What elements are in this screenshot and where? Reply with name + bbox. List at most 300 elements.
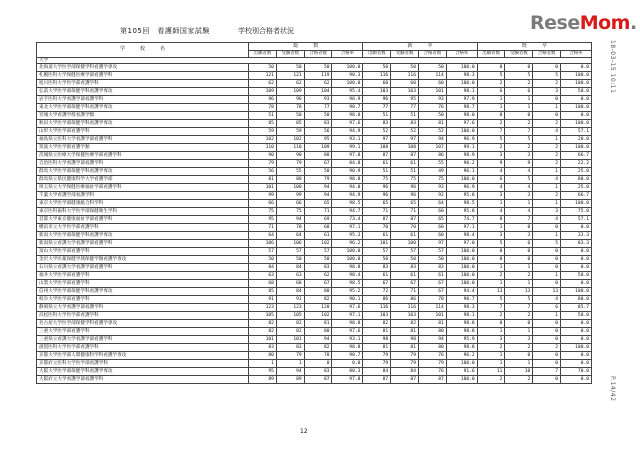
cell-value: 4 bbox=[505, 168, 533, 176]
cell-value: 95.4 bbox=[332, 88, 363, 96]
cell-value: 51 bbox=[391, 168, 419, 176]
cell-value: 1 bbox=[477, 224, 505, 232]
report-title: 学校別合格者状況 bbox=[238, 27, 294, 35]
table-row bbox=[37, 168, 592, 176]
cell-value: 0.0 bbox=[561, 224, 592, 232]
cell-value: 91.6 bbox=[446, 368, 477, 376]
cell-value: 99 bbox=[249, 192, 277, 200]
cell-value: 116 bbox=[363, 304, 391, 312]
cell-value: 1 bbox=[533, 168, 561, 176]
category-label: 大学 bbox=[37, 58, 592, 64]
cell-value: 70 bbox=[363, 224, 391, 232]
fax-stamp: 18-03-15 10:11 bbox=[609, 40, 616, 94]
cell-value: 100.0 bbox=[332, 64, 363, 72]
cell-value: 57 bbox=[418, 248, 446, 256]
cell-value: 1 bbox=[533, 312, 561, 320]
cell-value: 51 bbox=[363, 112, 391, 120]
school-name: 首都大学東京健康福祉学部看護学科 bbox=[37, 216, 249, 224]
cell-value: 7 bbox=[505, 304, 533, 312]
table-row bbox=[37, 152, 592, 160]
school-name: 大阪大学医学部保健学科看護学専攻 bbox=[37, 368, 249, 376]
cell-value: 100.0 bbox=[446, 272, 477, 280]
header-subcol: 合格率 bbox=[446, 51, 477, 58]
cell-value: 63 bbox=[249, 272, 277, 280]
cell-value: 65 bbox=[304, 200, 332, 208]
cell-value: 108 bbox=[363, 144, 391, 152]
cell-value: 84 bbox=[276, 264, 304, 272]
cell-value: 100.0 bbox=[332, 248, 363, 256]
table-row bbox=[37, 88, 592, 96]
header-subcol: 受験者数 bbox=[276, 51, 304, 58]
cell-value: 81 bbox=[363, 344, 391, 352]
cell-value: 1 bbox=[533, 104, 561, 112]
cell-value: 100.0 bbox=[446, 264, 477, 272]
cell-value: 81 bbox=[304, 320, 332, 328]
cell-value: 79 bbox=[418, 360, 446, 368]
cell-value: 90 bbox=[249, 152, 277, 160]
cell-value: 96.9 bbox=[446, 136, 477, 144]
cell-value: 85 bbox=[249, 288, 277, 296]
school-name: 静岡県立大学看護学部看護学科 bbox=[37, 304, 249, 312]
cell-value: 2 bbox=[533, 144, 561, 152]
cell-value: 93 bbox=[304, 96, 332, 104]
cell-value: 0 bbox=[477, 256, 505, 264]
cell-value: 0.0 bbox=[561, 264, 592, 272]
cell-value: 99.1 bbox=[446, 144, 477, 152]
cell-value: 87 bbox=[391, 376, 419, 384]
cell-value: 50 bbox=[363, 64, 391, 72]
cell-value: 60 bbox=[391, 80, 419, 88]
header-subcol: 受験者数 bbox=[505, 51, 533, 58]
cell-value: 106 bbox=[249, 240, 277, 248]
cell-value: 76 bbox=[418, 104, 446, 112]
cell-value: 1 bbox=[505, 264, 533, 272]
cell-value: 3 bbox=[505, 192, 533, 200]
cell-value: 0 bbox=[477, 64, 505, 72]
cell-value: 97.6 bbox=[332, 304, 363, 312]
cell-value: 50 bbox=[304, 64, 332, 72]
header-subcol: 出願者数 bbox=[249, 51, 277, 58]
cell-value: 98.8 bbox=[332, 320, 363, 328]
cell-value: 88.3 bbox=[332, 368, 363, 376]
cell-value: 0.0 bbox=[561, 352, 592, 360]
cell-value: 67 bbox=[304, 160, 332, 168]
cell-value: 0.0 bbox=[561, 248, 592, 256]
cell-value: 0.0 bbox=[561, 112, 592, 120]
cell-value: 1 bbox=[477, 352, 505, 360]
cell-value: 87 bbox=[391, 216, 419, 224]
cell-value: 83 bbox=[391, 120, 419, 128]
cell-value: 87 bbox=[304, 376, 332, 384]
cell-value: 50 bbox=[363, 256, 391, 264]
cell-value: 0 bbox=[533, 360, 561, 368]
cell-value: 94 bbox=[304, 192, 332, 200]
school-name: 弘前大学医学部保健学科看護学専攻 bbox=[37, 88, 249, 96]
cell-value: 0 bbox=[533, 96, 561, 104]
cell-value: 1 bbox=[477, 328, 505, 336]
cell-value: 50 bbox=[418, 64, 446, 72]
cell-value: 98.8 bbox=[332, 344, 363, 352]
cell-value: 62 bbox=[249, 80, 277, 88]
cell-value: 83 bbox=[304, 368, 332, 376]
school-name: 茨城県立医療大学保健医療学部看護学科 bbox=[37, 152, 249, 160]
table-row bbox=[37, 72, 592, 80]
cell-value: 3 bbox=[477, 232, 505, 240]
cell-value: 104 bbox=[304, 88, 332, 96]
table-row bbox=[37, 184, 592, 192]
cell-value: 68 bbox=[304, 224, 332, 232]
cell-value: 95 bbox=[304, 136, 332, 144]
school-name: 京都大学医学部人間健康科学科看護学専攻 bbox=[37, 352, 249, 360]
cell-value: 109 bbox=[304, 144, 332, 152]
cell-value: 0.0 bbox=[561, 280, 592, 288]
cell-value: 71 bbox=[391, 208, 419, 216]
results-body bbox=[37, 64, 592, 384]
cell-value: 2 bbox=[533, 120, 561, 128]
cell-value: 7 bbox=[505, 216, 533, 224]
cell-value: 5 bbox=[505, 136, 533, 144]
cell-value: 7 bbox=[477, 304, 505, 312]
cell-value: 100.0 bbox=[561, 288, 592, 296]
cell-value: 60 bbox=[363, 80, 391, 88]
school-name: 京都府立医科大学医学部看護学科 bbox=[37, 360, 249, 368]
cell-value: 91 bbox=[249, 296, 277, 304]
cell-value: 0.0 bbox=[332, 360, 363, 368]
cell-value: 106 bbox=[276, 240, 304, 248]
cell-value: 98.5 bbox=[446, 200, 477, 208]
cell-value: 80.0 bbox=[561, 296, 592, 304]
cell-value: 96 bbox=[363, 96, 391, 104]
school-name: 岩手医科大学看護学部看護学科 bbox=[37, 96, 249, 104]
cell-value: 82 bbox=[363, 320, 391, 328]
cell-value: 81 bbox=[418, 120, 446, 128]
cell-value: 0 bbox=[505, 112, 533, 120]
school-name: 東京医科歯科大学医学部保健衛生学科 bbox=[37, 208, 249, 216]
cell-value: 107 bbox=[418, 144, 446, 152]
cell-value: 100.0 bbox=[561, 72, 592, 80]
cell-value: 86 bbox=[418, 152, 446, 160]
cell-value: 52 bbox=[363, 128, 391, 136]
cell-value: 71 bbox=[363, 208, 391, 216]
cell-value: 81 bbox=[249, 176, 277, 184]
cell-value: 64 bbox=[249, 232, 277, 240]
table-row bbox=[37, 192, 592, 200]
cell-value: 96 bbox=[391, 184, 419, 192]
cell-value: 75 bbox=[391, 176, 419, 184]
cell-value: 100.0 bbox=[446, 80, 477, 88]
cell-value: 61 bbox=[391, 272, 419, 280]
cell-value: 61 bbox=[391, 160, 419, 168]
cell-value: 98.8 bbox=[332, 264, 363, 272]
table-row bbox=[37, 208, 592, 216]
page-number: 12 bbox=[300, 428, 308, 435]
cell-value: 6 bbox=[477, 88, 505, 96]
resemom-logo bbox=[530, 12, 637, 34]
cell-value: 2 bbox=[505, 120, 533, 128]
cell-value: 67 bbox=[304, 280, 332, 288]
cell-value: 0 bbox=[477, 320, 505, 328]
table-row bbox=[37, 280, 592, 288]
cell-value: 75 bbox=[418, 176, 446, 184]
cell-value: 65 bbox=[418, 216, 446, 224]
cell-value: 60 bbox=[418, 80, 446, 88]
table-row bbox=[37, 80, 592, 88]
cell-value: 4 bbox=[533, 176, 561, 184]
cell-value: 6 bbox=[477, 176, 505, 184]
cell-value: 0.0 bbox=[561, 328, 592, 336]
cell-value: 5 bbox=[505, 296, 533, 304]
cell-value: 101 bbox=[418, 88, 446, 96]
cell-value: 66.7 bbox=[561, 192, 592, 200]
cell-value: 82 bbox=[304, 296, 332, 304]
table-row bbox=[37, 296, 592, 304]
cell-value: 96.2 bbox=[332, 240, 363, 248]
cell-value: 83 bbox=[249, 344, 277, 352]
cell-value: 109 bbox=[249, 88, 277, 96]
cell-value: 83 bbox=[363, 264, 391, 272]
cell-value: 2 bbox=[505, 344, 533, 352]
cell-value: 6 bbox=[505, 240, 533, 248]
cell-value: 11 bbox=[477, 368, 505, 376]
cell-value: 80 bbox=[304, 288, 332, 296]
cell-value: 79 bbox=[304, 176, 332, 184]
cell-value: 50 bbox=[249, 64, 277, 72]
school-name: 群馬大学医学部保健学科看護学専攻 bbox=[37, 168, 249, 176]
cell-value: 51 bbox=[249, 112, 277, 120]
table-row bbox=[37, 288, 592, 296]
cell-value: 0 bbox=[533, 280, 561, 288]
cell-value: 87 bbox=[418, 376, 446, 384]
cell-value: 109 bbox=[276, 88, 304, 96]
cell-value: 0 bbox=[533, 248, 561, 256]
cell-value: 94.9 bbox=[332, 192, 363, 200]
cell-value: 98.8 bbox=[446, 320, 477, 328]
cell-value: 100 bbox=[276, 184, 304, 192]
cell-value: 2 bbox=[505, 376, 533, 384]
cell-value: 5 bbox=[477, 296, 505, 304]
cell-value: 0 bbox=[505, 320, 533, 328]
header-subcol: 合格者数 bbox=[418, 51, 446, 58]
header-group-new: 新 卒 bbox=[363, 43, 477, 51]
cell-value: 62 bbox=[304, 80, 332, 88]
cell-value: 51 bbox=[391, 112, 419, 120]
cell-value: 97.0 bbox=[446, 240, 477, 248]
cell-value: 82 bbox=[304, 344, 332, 352]
header-subcol: 受験者数 bbox=[391, 51, 419, 58]
cell-value: 60 bbox=[418, 232, 446, 240]
cell-value: 1 bbox=[505, 280, 533, 288]
cell-value: 4 bbox=[533, 296, 561, 304]
cell-value: 0 bbox=[533, 256, 561, 264]
cell-value: 114 bbox=[418, 304, 446, 312]
cell-value: 102 bbox=[276, 136, 304, 144]
cell-value: 97 bbox=[363, 136, 391, 144]
cell-value: 71 bbox=[391, 288, 419, 296]
cell-value: 87 bbox=[363, 152, 391, 160]
cell-value: 94 bbox=[304, 184, 332, 192]
cell-value: 97.6 bbox=[332, 328, 363, 336]
cell-value: 105 bbox=[249, 312, 277, 320]
table-row bbox=[37, 96, 592, 104]
cell-value: 85.7 bbox=[561, 304, 592, 312]
school-name: 新潟県立看護大学看護学部看護学科 bbox=[37, 240, 249, 248]
cell-value: 83 bbox=[304, 264, 332, 272]
cell-value: 4 bbox=[533, 128, 561, 136]
cell-value: 80 bbox=[249, 352, 277, 360]
cell-value: 76 bbox=[418, 368, 446, 376]
cell-value: 88 bbox=[304, 152, 332, 160]
cell-value: 55 bbox=[276, 168, 304, 176]
school-name: 群馬県立県民健康科学大学看護学部 bbox=[37, 176, 249, 184]
header-subcol: 合格率 bbox=[332, 51, 363, 58]
cell-value: 94 bbox=[304, 336, 332, 344]
cell-value: 0 bbox=[477, 248, 505, 256]
cell-value: 97.8 bbox=[332, 376, 363, 384]
cell-value: 83 bbox=[391, 264, 419, 272]
cell-value: 100.0 bbox=[446, 376, 477, 384]
cell-value: 103 bbox=[391, 312, 419, 320]
school-name: 新潟大学医学部保健学科看護学専攻 bbox=[37, 232, 249, 240]
school-name: 筑波大学医学群看護学類 bbox=[37, 144, 249, 152]
cell-value: 84 bbox=[249, 264, 277, 272]
cell-value: 84.8 bbox=[332, 160, 363, 168]
cell-value: 95.9 bbox=[446, 336, 477, 344]
cell-value: 98.8 bbox=[446, 328, 477, 336]
school-name: 福島県立医科大学看護学部看護学科 bbox=[37, 136, 249, 144]
cell-value: 77 bbox=[304, 104, 332, 112]
cell-value: 61 bbox=[363, 272, 391, 280]
cell-value: 4 bbox=[505, 184, 533, 192]
cell-value: 0 bbox=[533, 64, 561, 72]
cell-value: 0 bbox=[533, 264, 561, 272]
cell-value: 75.0 bbox=[561, 208, 592, 216]
cell-value: 96.1 bbox=[446, 168, 477, 176]
cell-value: 98.0 bbox=[446, 112, 477, 120]
cell-value: 87 bbox=[363, 216, 391, 224]
cell-value: 0 bbox=[505, 352, 533, 360]
cell-value: 79 bbox=[276, 352, 304, 360]
cell-value: 98.5 bbox=[332, 280, 363, 288]
cell-value: 89 bbox=[249, 376, 277, 384]
cell-value: 2 bbox=[505, 80, 533, 88]
cell-value: 96.2 bbox=[446, 352, 477, 360]
cell-value: 25.0 bbox=[561, 168, 592, 176]
cell-value: 2 bbox=[533, 152, 561, 160]
cell-value: 116 bbox=[391, 72, 419, 80]
cell-value: 3 bbox=[505, 152, 533, 160]
school-name: 秋田大学医学部保健学科看護学専攻 bbox=[37, 120, 249, 128]
cell-value: 68 bbox=[418, 208, 446, 216]
cell-value: 57 bbox=[304, 248, 332, 256]
school-name: 信州大学医学部保健学科看護学専攻 bbox=[37, 288, 249, 296]
cell-value: 0 bbox=[533, 224, 561, 232]
cell-value: 67 bbox=[363, 280, 391, 288]
cell-value: 2 bbox=[533, 80, 561, 88]
school-name: 名古屋大学医学部保健学科看護学専攻 bbox=[37, 320, 249, 328]
cell-value: 100.0 bbox=[446, 64, 477, 72]
table-row bbox=[37, 160, 592, 168]
cell-value: 5 bbox=[533, 240, 561, 248]
table-row bbox=[37, 176, 592, 184]
cell-value: 86 bbox=[391, 296, 419, 304]
school-name: 富山大学医学部看護学科 bbox=[37, 248, 249, 256]
cell-value: 98.9 bbox=[446, 152, 477, 160]
cell-value: 83 bbox=[276, 344, 304, 352]
cell-value: 80.0 bbox=[561, 176, 592, 184]
cell-value: 2 bbox=[477, 80, 505, 88]
school-name: 千葉大学看護学部看護学科 bbox=[37, 192, 249, 200]
cell-value: 68 bbox=[276, 280, 304, 288]
table-row bbox=[37, 312, 592, 320]
cell-value: 91 bbox=[276, 296, 304, 304]
cell-value: 50 bbox=[276, 112, 304, 120]
cell-value: 50 bbox=[391, 64, 419, 72]
cell-value: 101 bbox=[363, 240, 391, 248]
cell-value: 0.0 bbox=[561, 96, 592, 104]
cell-value: 96 bbox=[276, 96, 304, 104]
cell-value: 79 bbox=[249, 160, 277, 168]
cell-value: 99 bbox=[276, 192, 304, 200]
cell-value: 83.3 bbox=[561, 240, 592, 248]
cell-value: 57 bbox=[276, 248, 304, 256]
cell-value: 78 bbox=[304, 352, 332, 360]
cell-value: 95 bbox=[249, 368, 277, 376]
cell-value: 98.1 bbox=[446, 88, 477, 96]
table-row bbox=[37, 336, 592, 344]
cell-value: 100.0 bbox=[446, 280, 477, 288]
school-name: 横浜市立大学医学部看護学科 bbox=[37, 224, 249, 232]
cell-value: 97 bbox=[391, 136, 419, 144]
cell-value: 57.1 bbox=[561, 216, 592, 224]
cell-value: 94.4 bbox=[446, 288, 477, 296]
table-row bbox=[37, 112, 592, 120]
cell-value: 7 bbox=[533, 368, 561, 376]
cell-value: 1 bbox=[533, 272, 561, 280]
header-subcol: 出願者数 bbox=[477, 51, 505, 58]
table-row bbox=[37, 120, 592, 128]
cell-value: 57 bbox=[363, 248, 391, 256]
cell-value: 96.9 bbox=[332, 96, 363, 104]
cell-value: 90.2 bbox=[446, 160, 477, 168]
cell-value: 50 bbox=[276, 64, 304, 72]
cell-value: 79 bbox=[363, 360, 391, 368]
cell-value: 90.7 bbox=[446, 296, 477, 304]
cell-value: 0 bbox=[477, 112, 505, 120]
exam-title: 第105回 看護師国家試験 bbox=[120, 27, 210, 35]
cell-value: 25.0 bbox=[561, 184, 592, 192]
cell-value: 102 bbox=[304, 312, 332, 320]
cell-value: 2 bbox=[477, 312, 505, 320]
cell-value: 120 bbox=[304, 304, 332, 312]
school-name: 山梨大学医学部看護学科 bbox=[37, 280, 249, 288]
cell-value: 4 bbox=[477, 208, 505, 216]
page-stamp: P.14/42 bbox=[609, 376, 616, 402]
results-table bbox=[36, 42, 592, 384]
cell-value: 82 bbox=[276, 320, 304, 328]
cell-value: 65 bbox=[363, 200, 391, 208]
cell-value: 97.6 bbox=[332, 120, 363, 128]
cell-value: 83 bbox=[363, 120, 391, 128]
cell-value: 95.2 bbox=[332, 288, 363, 296]
cell-value: 13 bbox=[477, 288, 505, 296]
cell-value: 97 bbox=[418, 240, 446, 248]
school-name: 滋賀医科大学医学部看護学科 bbox=[37, 344, 249, 352]
cell-value: 100.0 bbox=[332, 80, 363, 88]
table-row bbox=[37, 376, 592, 384]
cell-value: 100.0 bbox=[446, 360, 477, 368]
cell-value: 50 bbox=[276, 256, 304, 264]
cell-value: 99.1 bbox=[332, 144, 363, 152]
